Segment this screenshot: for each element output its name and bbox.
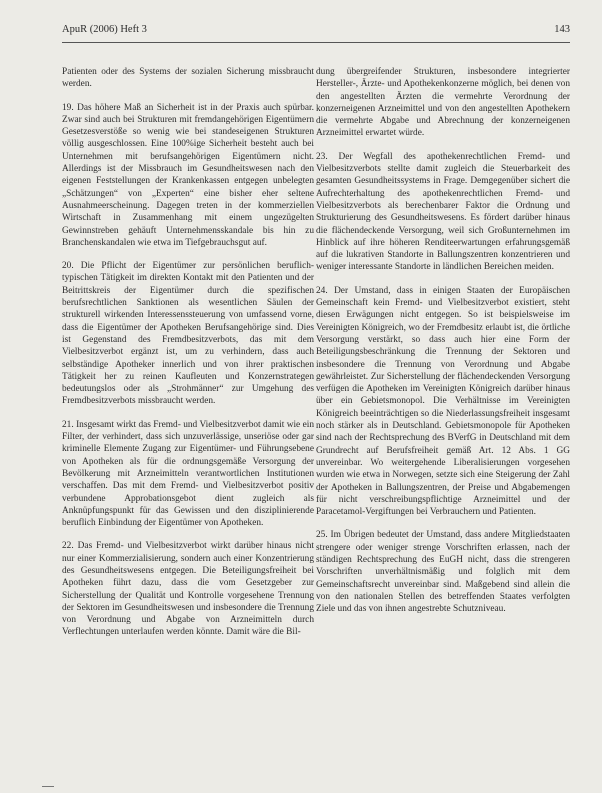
running-header <box>62 24 570 40</box>
paragraph-23: 23. Der Wegfall des apothekenrechtlichen Fremd- und Vielbesitzverbots stellte damit zugleich die Steuerbarkeit des gesamten Gesundheitssystems in Frage. Demgegenüber sichert die Aufrechterhaltung des apothekenrechtlichen Fremd- und Vielbesitzverbots als berechenbarer Faktor die Ordnung und Strukturierung des Gesundheitswesens. Es fördert darüber hinaus die flächendeckende Versorgung, weil sich Großunternehmen im Hinblick auf ihre höheren Renditeerwartungen erfahrungsgemäß auf die lukrativen Standorte in Ballungszentren konzentrieren und weniger interessante Standorte in ländlichen Bereichen meiden. <box>316 151 570 273</box>
paragraph-21: 21. Insgesamt wirkt das Fremd- und Vielbesitzverbot damit wie ein Filter, der verhindert, dass sich unzuverlässige, unseriöse oder gar kriminelle Elemente Zugang zur Eigentümer- und Führungsebene von Apotheken als für die ordnungsgemäße Versorgung der Bevölkerung mit Arzneimitteln verantwortlichen Institutionen verschaffen. Das mit dem Fremd- und Vielbesitzverbot positiv verbundene Approbationsgebot dient zugleich als Anknüpfungspunkt für das Gewissen und den disziplinierende beruflich Einbindung der Eigentümer von Apotheken. <box>62 419 314 529</box>
paragraph-25: 25. Im Übrigen bedeutet der Umstand, dass andere Mitgliedstaaten strengere oder weniger strenge Vorschriften erlassen, nach der ständigen Rechtsprechung des EuGH nicht, dass die strengeren Vorschriften unverhältnismäßig und folglich mit dem Gemeinschaftsrecht unvereinbar sind. Maßgebend sind allein die von den nationalen Stellen des betreffenden Staates verfolgten Ziele und das von ihnen angestrebte Schutzniveau. <box>316 530 570 615</box>
footer-rule <box>42 786 54 787</box>
paragraph-20: 20. Die Pflicht der Eigentümer zur persönlichen beruflich-typischen Tätigkeit im direkten Kontakt mit den Patienten und der Beitrittskreis der Eigentümer durch die spezifischen berufsrechtlichen Sanktionen als wesentlichen Säulen der strukturell wirkenden Interessenssteuerung von umfassend vorne, dass die Eigentümer der Apotheken Berufsangehörige sind. Dies ist Gegenstand des Fremdbesitzverbots, das mit dem Vielbesitzverbot ergänzt ist, um zu verhindern, dass auch selbständige Apotheker innerlich und von ihrer praktischen Tätigkeit her zu reinen Kaufleuten und Konzernstrategen bedeutungslos oder als „Strohmänner“ zur Umgehung des Fremdbesitzverbots missbraucht werden. <box>62 261 314 407</box>
header-rule <box>62 42 570 43</box>
left-column <box>62 67 314 650</box>
paragraph-24: 24. Der Umstand, dass in einigen Staaten der Europäischen Gemeinschaft kein Fremd- und Vielbesitzverbot existiert, steht diesen Erwägungen nicht entgegen. So ist beispielsweise im Vereinigten Königreich, wo der Fremdbesitz erlaubt ist, die örtliche Versorgung verstärkt, so dass auch hier eine Form der Beteiligungsbeschränkung die Trennung der Sektoren und insbesondere die Trennung von Verordnung und Abgabe gewährleistet. Zur Sicherstellung der flächendeckenden Versorgung verfügen die Apotheken im Vereinigten Königreich darüber hinaus über ein Gebietsmonopol. Die Verhältnisse im Vereinigten Königreich beeinträchtigen so die Niederlassungsfreiheit insgesamt noch stärker als in Deutschland. Gebietsmonopole für Apotheken sind nach der Rechtsprechung des BVerfG in Deutschland mit dem Grundrecht auf Berufsfreiheit gemäß Art. 12 Abs. 1 GG unvereinbar. Wo weitergehende Liberalisierungen vorgesehen wurden wie etwa in Norwegen, setzte sich eine Steigerung der Zahl der Apotheken in Ballungszentren, der Preise und Abgabemengen für nicht verschreibungspflichtige Arzneimittel und der Paracetamol-Vergiftungen bei Verbrauchern und Patienten. <box>316 285 570 518</box>
paragraph-19: 19. Das höhere Maß an Sicherheit ist in der Praxis auch spürbar. Zwar sind auch bei Strukturen mit fremdangehörigen Eigentümern Gesetzesverstöße so wenig wie bei standeseigenen Strukturen völlig ausgeschlossen. Eine 100%ige Sicherheit besteht auch bei Unternehmen mit berufsangehörigen Eigentümern nicht. Allerdings ist der Missbrauch im Gesundheitswesen nach den eigenen Feststellungen der Krankenkassen entgegen unbelegten „Schätzungen“ von „Experten“ eine bisher eher seltene Ausnahmeerscheinung. Dagegen treten in der kommerziellen Wirtschaft in Zusammenhang mit einem ungezügelten Gewinnstreben gehäuft Unternehmensskandale bis hin zu Branchenskandalen wie etwa im Tiefgebrauchsgut auf. <box>62 102 314 248</box>
paragraph-22: 22. Das Fremd- und Vielbesitzverbot wirkt darüber hinaus nicht nur einer Kommerzialisierung, sondern auch einer Konzentrierung des Gesundheitswesens entgegen. Die Beteiligungsfreiheit bei Apotheken führt dazu, dass die vom Gesetzgeber zur Sicherstellung der Qualität und Kontrolle vorgesehene Trennung der Sektoren im Gesundheitswesen und insbesondere die Trennung von Verordnung und Abgabe von Arzneimitteln durch Verflechtungen unterlaufen werden könnte. Damit wäre die Bil- <box>62 541 314 638</box>
paragraph-22-end: dung übergreifender Strukturen, insbesondere integrierter Hersteller-, Ärzte- und Apothekenkonzerne möglich, bei denen von den angestellten Ärzten die vermehrte Verordnung der konzerneigenen Arzneimittel und von den angestellten Apothekern die vermehrte Abgabe und Abrechnung der konzerneigenen Arzneimittel erwartet würde. <box>316 67 570 139</box>
journal-citation: ApuR (2006) Heft 3 <box>62 24 147 35</box>
right-column <box>316 67 570 626</box>
paragraph-18-end: Patienten oder des Systems der sozialen Sicherung missbraucht werden. <box>62 67 314 90</box>
page-number: 143 <box>554 24 570 35</box>
